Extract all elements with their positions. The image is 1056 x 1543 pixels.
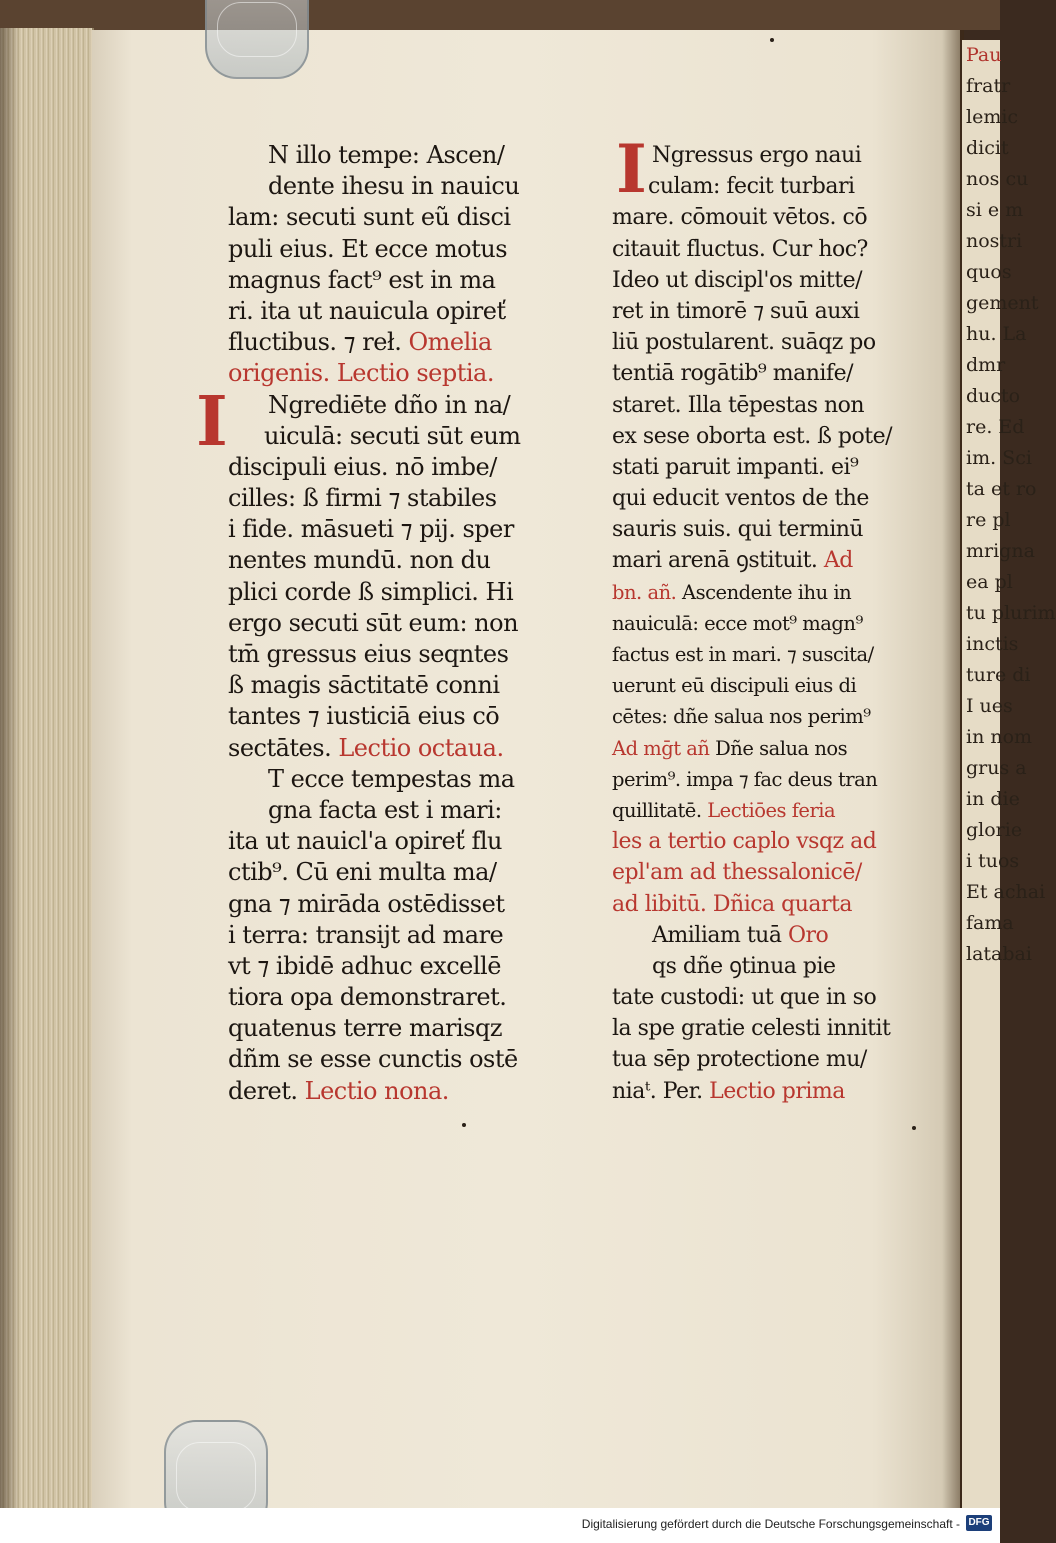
line-text: discipuli eius. nō imbe/ [228, 452, 497, 481]
line-text: i fide. māsueti ⁊ pij. sper [228, 515, 514, 544]
rubric-text: Lectio nona. [304, 1076, 449, 1105]
line-text: magnus fact⁹ est in ma [228, 265, 496, 294]
text-line [228, 452, 578, 483]
text-line [612, 171, 934, 202]
text-line [228, 358, 578, 389]
text-line [228, 545, 578, 576]
line-text-after-rubric: Ascendente ihu in [682, 580, 852, 604]
text-line [228, 202, 578, 233]
text-line [228, 296, 578, 327]
next-page-fragment [962, 40, 1056, 1510]
rubric-text: Ad [823, 548, 853, 574]
line-text: qui educit ventos de the [612, 486, 869, 512]
line-text: liū postularent. suāqz po [612, 330, 876, 356]
line-text: ri. ita ut nauicula opireť [228, 296, 506, 325]
line-text: tantes ⁊ iusticiā eius cō [228, 702, 500, 731]
text-line [228, 608, 578, 639]
text-line [612, 889, 934, 920]
text-line [228, 982, 578, 1013]
text-line [612, 733, 934, 764]
next-page-line: nostri [966, 230, 1023, 252]
text-line [612, 577, 934, 608]
ink-speck [770, 38, 774, 42]
line-text: fluctibus. ⁊ reł. [228, 328, 402, 357]
line-text: mare. cōmouit vētos. cō [612, 205, 868, 231]
text-line [228, 265, 578, 296]
text-line [612, 764, 934, 795]
next-page-line: mrigna [966, 540, 1035, 562]
text-line [228, 639, 578, 670]
text-line [612, 826, 934, 857]
next-page-line: si e m [966, 199, 1024, 221]
next-page-line: Pau [966, 44, 1002, 66]
line-text: cilles: ß firmi ⁊ stabiles [228, 484, 497, 513]
text-line [228, 483, 578, 514]
rubric-text: Ad mḡt añ [612, 736, 710, 760]
line-text: la spe gratie celesti innitit [612, 1016, 891, 1042]
text-line [612, 483, 934, 514]
rubric-text: Omelia [408, 328, 492, 357]
next-page-line: tu plurim [966, 602, 1056, 624]
next-page-line: hu. La [966, 323, 1027, 345]
line-text: stati paruit impanti. ei⁹ [612, 454, 859, 480]
line-text: sauris suis. qui terminū [612, 517, 864, 543]
line-text: uiculā: secuti sūt eum [264, 421, 521, 450]
line-text: Ideo ut discipl'os mitte/ [612, 267, 863, 293]
footer-credit: Digitalisierung gefördert durch die Deutsche Forschungsgemeinschaft - [581, 1517, 960, 1531]
next-page-line: re pl [966, 509, 1011, 531]
text-line [612, 951, 934, 982]
line-text-after-rubric: Dñe salua nos [715, 736, 848, 760]
text-line [228, 171, 578, 202]
text-line [228, 889, 578, 920]
text-line [612, 1044, 934, 1075]
text-line [612, 514, 934, 545]
next-page-line: ta et ro [966, 478, 1037, 500]
text-column-right [612, 140, 934, 1107]
ink-speck [462, 1123, 466, 1127]
next-page-line: gement [966, 292, 1039, 314]
line-text: lam: secuti sunt eũ disci [228, 203, 511, 232]
next-page-line: ea pl [966, 571, 1013, 593]
line-text: factus est in mari. ⁊ suscita/ [612, 643, 874, 666]
text-line [228, 1044, 578, 1075]
text-line [228, 733, 578, 764]
next-page-line: inctis [966, 633, 1019, 655]
text-line [612, 545, 934, 576]
text-line [228, 920, 578, 951]
text-line [228, 1076, 578, 1107]
text-line [228, 857, 578, 888]
line-text: nentes mundū. non du [228, 546, 491, 575]
text-line [228, 327, 578, 358]
rubric-text: Lectiōes feria [707, 798, 836, 822]
book-gutter [942, 30, 964, 1508]
text-line [228, 421, 578, 452]
initial-capital-left: I [196, 382, 228, 462]
next-page-line: grus a [966, 757, 1027, 779]
text-line [612, 1076, 934, 1107]
text-line [612, 296, 934, 327]
line-text: citauit fluctus. Cur hoc? [612, 236, 868, 262]
text-line [228, 951, 578, 982]
text-line [228, 1013, 578, 1044]
text-line [228, 826, 578, 857]
text-line [612, 327, 934, 358]
text-line [612, 358, 934, 389]
text-line [612, 265, 934, 296]
text-line [228, 390, 578, 421]
line-text: ret in timorē ⁊ suū auxi [612, 298, 860, 324]
text-line [228, 764, 578, 795]
text-line [612, 390, 934, 421]
line-text: ita ut nauicl'a opireť flu [228, 827, 502, 856]
line-text: culam: fecit turbari [648, 174, 855, 200]
line-text: staret. Illa tēpestas non [612, 392, 865, 418]
next-page-line: ducto [966, 385, 1021, 407]
text-line [612, 857, 934, 888]
line-text: tiora opa demonstraret. [228, 983, 507, 1012]
line-text: perim⁹. impa ⁊ fac deus tran [612, 767, 878, 791]
background-surface [0, 0, 1000, 30]
line-text: ex sese oborta est. ß pote/ [612, 423, 892, 449]
rubric-text: Lectio prima [709, 1078, 845, 1104]
text-line [612, 639, 934, 670]
line-text: nauiculā: ecce mot⁹ magn⁹ [612, 611, 863, 635]
line-text: mari arenā ꝯstituit. [612, 548, 818, 574]
text-line [612, 202, 934, 233]
next-page-line: I ues [966, 695, 1013, 717]
next-page-line: ture di [966, 664, 1031, 686]
line-text: qs dñe ꝯtinua pie [652, 953, 836, 979]
line-text: niaᵗ. Per. [612, 1078, 703, 1104]
line-text: Ngressus ergo naui [652, 143, 862, 168]
next-page-line: lemic [966, 106, 1019, 128]
text-line [228, 670, 578, 701]
next-page-line: fratr [966, 75, 1011, 97]
next-page-line: in nom [966, 726, 1033, 748]
text-line [612, 1013, 934, 1044]
line-text: N illo tempe: Ascen/ [268, 141, 505, 169]
text-line [612, 920, 934, 951]
next-page-line: i tuos [966, 850, 1020, 872]
line-text: Ngrediēte dño in na/ [268, 390, 511, 419]
page-clip-top [205, 0, 309, 79]
edge-shadow [0, 28, 20, 1508]
text-column-left [228, 140, 578, 1107]
line-text: tua sēp protectione mu/ [612, 1047, 867, 1073]
text-line [612, 982, 934, 1013]
line-text: gna facta est i mari: [268, 795, 502, 824]
rubric-text: bn. añ. [612, 580, 677, 604]
line-text: tm̄ gressus eius seqntes [228, 640, 509, 668]
line-text: gna ⁊ mirāda ostēdisset [228, 889, 505, 918]
next-page-line: Et achai [966, 881, 1046, 903]
rubric-text: origenis. Lectio septia. [228, 359, 494, 388]
text-line [612, 795, 934, 826]
line-text: ergo secuti sūt eum: non [228, 608, 519, 637]
rubric-text: les a tertio caplo vsqz ad [612, 829, 877, 855]
ink-speck [912, 1126, 916, 1130]
line-text: ß magis sāctitatē conni [228, 671, 500, 700]
line-text: T ecce tempestas ma [268, 764, 515, 793]
text-line [228, 514, 578, 545]
line-text: cētes: dñe salua nos perim⁹ [612, 705, 871, 729]
line-text: vt ⁊ ibidē adhuc excellē [228, 951, 501, 980]
text-line [612, 670, 934, 701]
line-text: tentiā rogātib⁹ manife/ [612, 361, 854, 387]
line-text: Amiliam tuā [652, 922, 782, 948]
dfg-logo: DFG [966, 1515, 992, 1531]
next-page-line: nos cu [966, 168, 1029, 190]
text-line [228, 140, 578, 171]
text-line [612, 701, 934, 732]
text-line [612, 140, 934, 171]
text-line [228, 701, 578, 732]
line-text: i terra: transijt ad mare [228, 920, 504, 949]
rubric-text: epl'am ad thessalonicē/ [612, 860, 862, 886]
initial-capital-right: I [616, 130, 647, 208]
rubric-text: Lectio octaua. [338, 733, 504, 762]
line-text: quatenus terre marisqz [228, 1014, 502, 1043]
next-page-line: dicit [966, 137, 1009, 159]
line-text: dñm se esse cunctis ostē [228, 1045, 518, 1074]
next-page-line: im. Sci [966, 447, 1032, 469]
text-line [612, 608, 934, 639]
text-line [612, 421, 934, 452]
next-page-line: re. Ed [966, 416, 1025, 438]
rubric-text: ad libitū. Dñica quarta [612, 891, 852, 917]
next-page-line: dmr [966, 354, 1006, 376]
next-page-line: glorie [966, 819, 1023, 841]
line-text: deret. [228, 1076, 298, 1105]
line-text: quillitatē. [612, 798, 702, 822]
line-text: sectātes. [228, 733, 332, 762]
text-line [612, 452, 934, 483]
next-page-line: latabai [966, 943, 1032, 965]
next-page-line: in die [966, 788, 1020, 810]
line-text: dente ihesu in nauicu [268, 172, 520, 201]
text-line [228, 795, 578, 826]
rubric-text: Oro [787, 922, 829, 948]
line-text: ctib⁹. Cū eni multa ma/ [228, 858, 497, 887]
line-text: uerunt eū discipuli eius di [612, 674, 857, 698]
text-line [612, 234, 934, 265]
next-page-line: fama [966, 912, 1014, 934]
line-text: tate custodi: ut que in so [612, 985, 877, 1011]
next-page-line: quos [966, 261, 1012, 283]
line-text: plici corde ß simplici. Hi [228, 577, 514, 606]
line-text: puli eius. Et ecce motus [228, 234, 508, 263]
text-line [228, 577, 578, 608]
text-line [228, 234, 578, 265]
